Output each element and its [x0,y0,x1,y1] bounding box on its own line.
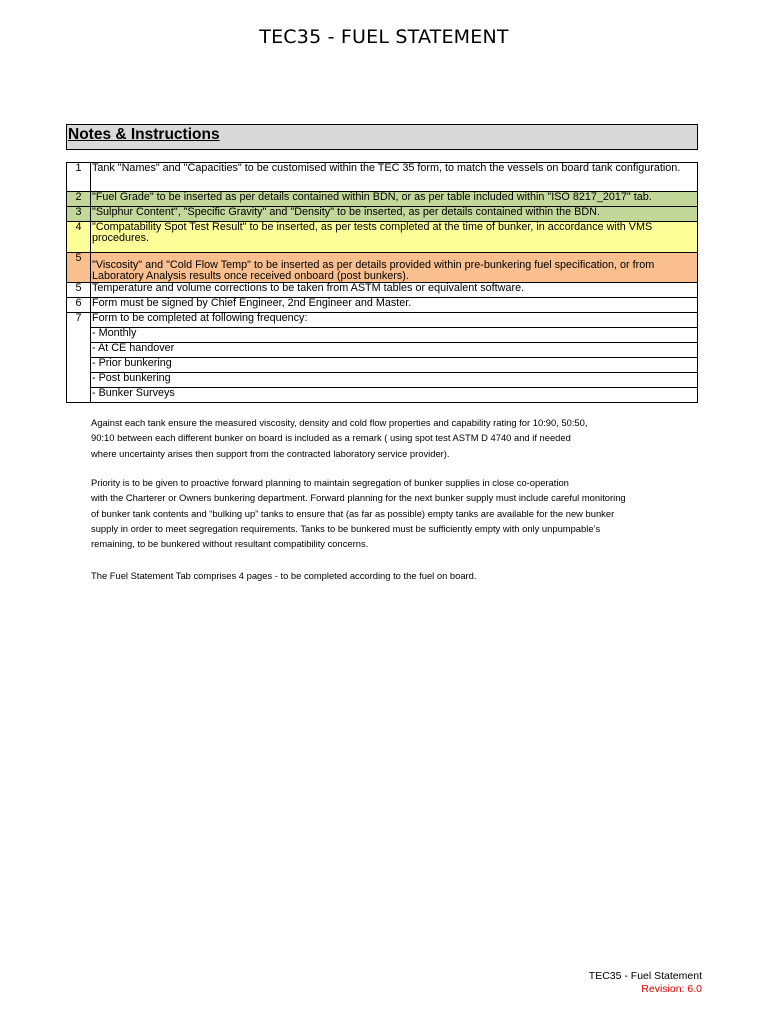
instruction-text: Temperature and volume corrections to be taken from ASTM tables or equivalent software. [91,283,698,298]
footer-doc-name: TEC35 - Fuel Statement [588,970,702,982]
frequency-row [67,328,698,343]
frequency-row [67,373,698,388]
paragraph-line: of bunker tank contents and “bulking up” tanks to ensure that (as far as possible) empty tanks are available for the new bunker [91,507,615,519]
instruction-text: Form must be signed by Chief Engineer, 2nd Engineer and Master. [91,298,698,313]
instruction-row [67,313,698,328]
instruction-text: "Sulphur Content", "Specific Gravity" and "Density" to be inserted, as per details contained within the BDN. [91,207,698,222]
instruction-number: 1 [67,163,91,192]
instructions-table [66,162,698,403]
pages-note-paragraph [91,568,701,583]
notes-heading-bar [66,124,698,150]
footer-revision: Revision: 6.0 [641,983,702,995]
instruction-row [67,163,698,192]
instruction-number: 3 [67,207,91,222]
tank-remarks-paragraph [91,415,701,461]
paragraph-line: Priority is to be given to proactive forward planning to maintain segregation of bunker supplies in close co-operation [91,477,569,488]
instruction-text: "Fuel Grade" to be inserted as per details contained within BDN, or as per table included within "ISO 8217_2017" tab. [91,192,698,207]
notes-heading: Notes & Instructions [68,126,220,143]
instruction-row [67,207,698,222]
instruction-number: 2 [67,192,91,207]
instruction-number: 4 [67,222,91,253]
paragraph-line: remaining, to be bunkered without resultant compatibility concerns. [91,538,369,550]
instruction-row [67,222,698,253]
instruction-row [67,253,698,283]
forward-planning-paragraph [91,475,701,551]
frequency-item: - Monthly [91,328,698,343]
instruction-row [67,192,698,207]
document-title: TEC35 - FUEL STATEMENT [259,26,509,48]
instruction-text: Tank "Names" and "Capacities" to be customised within the TEC 35 form, to match the vessels on board tank configuration. [91,163,698,192]
frequency-item: - Bunker Surveys [91,388,698,403]
instruction-text: Form to be completed at following frequency: [91,313,698,328]
paragraph-line: 90:10 between each different bunker on board is included as a remark ( using spot test ASTM D 4740 and if needed [91,432,571,444]
frequency-row [67,388,698,403]
frequency-item: - At CE handover [91,343,698,358]
frequency-row [67,343,698,358]
frequency-row [67,358,698,373]
instruction-number: 6 [67,298,91,313]
instruction-number: 5 [67,253,91,283]
instruction-row [67,298,698,313]
frequency-item: - Post bunkering [91,373,698,388]
instruction-text: "Viscosity" and "Cold Flow Temp" to be inserted as per details provided within pre-bunkering fuel specification, or from Laboratory Analysis results once received onboard (post bunkers). [91,253,698,283]
frequency-item: - Prior bunkering [91,358,698,373]
paragraph-line: with the Charterer or Owners bunkering department. Forward planning for the next bunker supply must include careful monitoring [91,492,626,504]
instruction-number: 7 [67,313,91,328]
instruction-row [67,283,698,298]
page-footer [589,970,702,996]
instruction-text: "Compatability Spot Test Result" to be inserted, as per tests completed at the time of bunker, in accordance with VMS procedures. [91,222,698,253]
paragraph-line: supply in order to meet segregation requirements. Tanks to be bunkered must be sufficiently empty with only unpumpable’s [91,522,601,534]
paragraph-line: The Fuel Statement Tab comprises 4 pages - to be completed according to the fuel on board. [91,570,477,581]
paragraph-line: where uncertainty arises then support from the contracted laboratory service provider). [91,447,450,459]
instruction-number: 5 [67,283,91,298]
paragraph-line: Against each tank ensure the measured viscosity, density and cold flow properties and capability rating for 10:90, 50:50, [91,417,588,428]
